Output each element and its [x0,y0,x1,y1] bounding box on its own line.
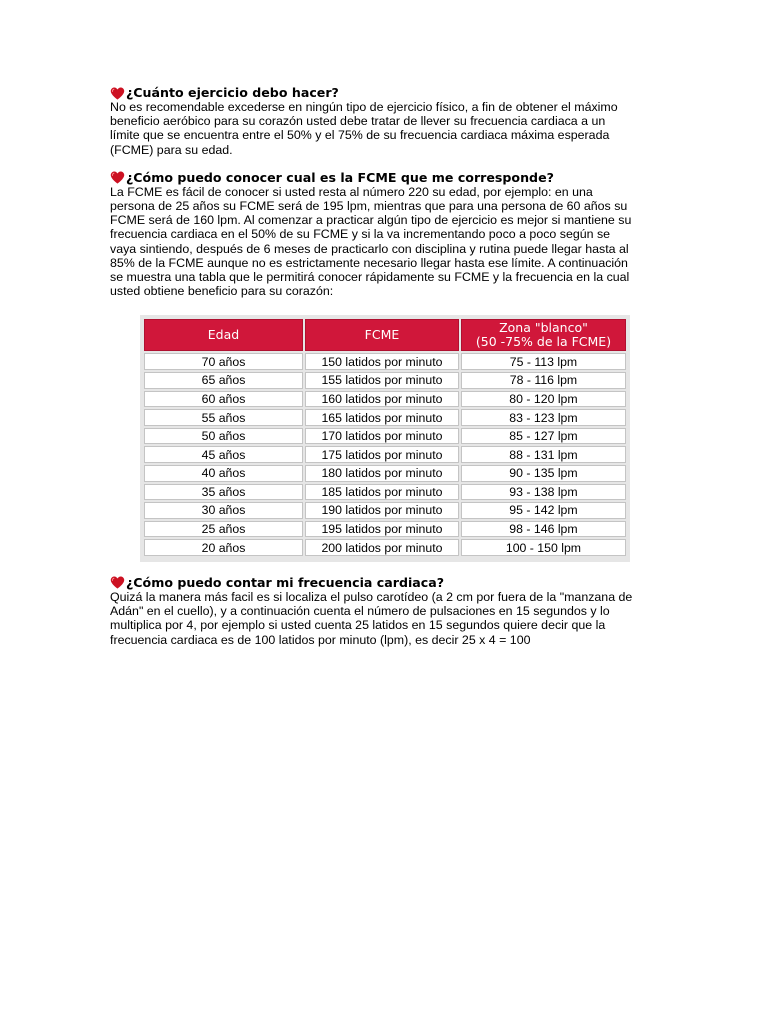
cell-zona: 85 - 127 lpm [461,428,626,445]
text-line: Adán" en el cuello), y a continuación cuenta el número de pulsaciones en 15 segundos y lo [110,604,610,619]
text-line: Quizá la manera más facil es si localiza el pulso carotídeo (a 2 cm por fuera de la "manzana de [110,589,633,604]
table-header-row [144,319,626,351]
cell-fcme: 165 latidos por minuto [305,409,459,426]
text-line: frecuencia cardiaca en el 50% de su FCME y si la va incrementando poco a poco según se [110,227,611,242]
cell-zona: 88 - 131 lpm [461,446,626,463]
cell-zona: 83 - 123 lpm [461,409,626,426]
section-question: ¿Cuánto ejercicio debo hacer? [110,86,656,100]
cell-edad: 35 años [144,484,303,501]
cell-edad: 25 años [144,521,303,538]
cell-edad: 45 años [144,446,303,463]
table-row [144,372,626,389]
section-count [110,576,656,647]
cell-zona: 95 - 142 lpm [461,502,626,519]
cell-fcme: 175 latidos por minuto [305,446,459,463]
heart-icon [110,576,125,589]
cell-zona: 78 - 116 lpm [461,372,626,389]
header-zona: Zona "blanco" (50 -75% de la FCME) [461,319,626,351]
header-fcme: FCME [305,319,459,351]
text-line: La FCME es fácil de conocer si usted resta al número 220 su edad, por ejemplo: en una [110,184,593,199]
cell-fcme: 195 latidos por minuto [305,521,459,538]
table-row [144,353,626,370]
table-row [144,465,626,482]
table-row [144,484,626,501]
section-question: ¿Cómo puedo contar mi frecuencia cardiaca? [110,576,656,590]
cell-edad: 20 años [144,539,303,556]
heart-icon [110,171,125,184]
cell-fcme: 190 latidos por minuto [305,502,459,519]
fcme-table [142,317,628,558]
section-fcme [110,171,656,562]
text-line: FCME será de 160 lpm. Al comenzar a practicar algún tipo de ejercicio es mejor si mantiene su [110,213,632,228]
section-body [110,100,656,157]
cell-fcme: 150 latidos por minuto [305,353,459,370]
cell-edad: 60 años [144,391,303,408]
table-body [144,353,626,556]
table-row [144,502,626,519]
cell-zona: 75 - 113 lpm [461,353,626,370]
table-row [144,539,626,556]
cell-zona: 80 - 120 lpm [461,391,626,408]
text-line: multiplica por 4, por ejemplo si usted cuenta 25 latidos en 15 segundos quiere decir que la [110,618,606,633]
table-row [144,409,626,426]
cell-zona: 90 - 135 lpm [461,465,626,482]
text-line: se muestra una tabla que le permitirá conocer rápidamente su FCME y la frecuencia en la cual [110,270,630,285]
header-edad: Edad [144,319,303,351]
cell-zona: 100 - 150 lpm [461,539,626,556]
table-row [144,521,626,538]
cell-edad: 40 años [144,465,303,482]
text-line: vaya sintiendo, después de 6 meses de practicarlo con disciplina y rutina puede llegar hasta al [110,241,629,256]
cell-fcme: 185 latidos por minuto [305,484,459,501]
cell-fcme: 200 latidos por minuto [305,539,459,556]
text-line: beneficio aeróbico para su corazón usted debe tratar de llever su frecuencia cardiaca a un [110,114,606,129]
cell-fcme: 180 latidos por minuto [305,465,459,482]
text-line: persona de 25 años su FCME será de 195 lpm, mientras que para una persona de 60 años su [110,199,628,214]
cell-edad: 50 años [144,428,303,445]
section-question: ¿Cómo puedo conocer cual es la FCME que me corresponde? [110,171,656,185]
text-line: límite que se encuentra entre el 50% y el 75% de su frecuencia cardiaca máxima esperada [110,128,610,143]
cell-zona: 93 - 138 lpm [461,484,626,501]
cell-fcme: 170 latidos por minuto [305,428,459,445]
text-line: 85% de la FCME aunque no es estrictamente necesario llegar hasta ese límite. A continuación [110,255,628,270]
section-body [110,185,656,299]
cell-edad: 30 años [144,502,303,519]
cell-fcme: 155 latidos por minuto [305,372,459,389]
document [110,86,656,661]
cell-edad: 70 años [144,353,303,370]
table-row [144,446,626,463]
cell-edad: 65 años [144,372,303,389]
section-exercise [110,86,656,157]
text-line: frecuencia cardiaca es de 100 latidos por minuto (lpm), es decir 25 x 4 = 100 [110,632,531,647]
heart-icon [110,87,125,100]
fcme-table-frame [140,315,630,562]
cell-fcme: 160 latidos por minuto [305,391,459,408]
text-line: (FCME) para su edad. [110,142,233,157]
text-line: No es recomendable excederse en ningún tipo de ejercicio físico, a fin de obtener el máximo [110,100,618,114]
cell-zona: 98 - 146 lpm [461,521,626,538]
section-body [110,590,656,647]
table-row [144,391,626,408]
table-row [144,428,626,445]
cell-edad: 55 años [144,409,303,426]
text-line: usted obtiene beneficio para su corazón: [110,284,334,299]
